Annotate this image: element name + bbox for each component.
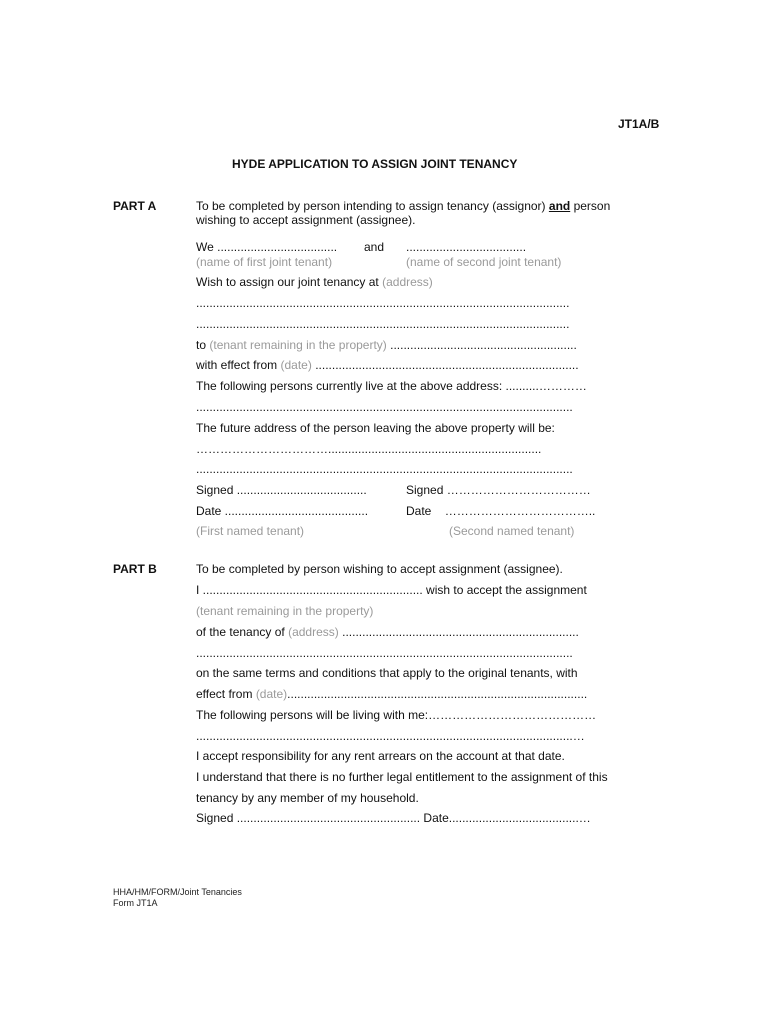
understand-text-2: tenancy by any member of my household.: [196, 791, 419, 805]
current-occupants-field[interactable]: .................................................................................................................: [196, 400, 573, 414]
address-field-line-2[interactable]: ................................................................................................................: [196, 317, 570, 331]
part-a-intro-and: and: [548, 199, 571, 213]
date-second-field[interactable]: [406, 504, 595, 518]
part-b-label: PART B: [113, 562, 157, 576]
first-tenant-hint: (name of first joint tenant): [196, 255, 333, 269]
signed-second-label: Signed: [406, 483, 444, 497]
part-a-intro-pre: To be completed by person intending to assign tenancy (assignor): [196, 199, 546, 213]
footer-line-2: Form JT1A: [113, 898, 158, 908]
address-hint-b: (address): [288, 625, 339, 639]
to-dots: ........................................................: [390, 338, 577, 352]
signed-second-field[interactable]: [406, 483, 591, 497]
wish-text: Wish to assign our joint tenancy at: [196, 275, 379, 289]
to-tenant-line[interactable]: [196, 338, 577, 352]
date-hint: (date): [280, 358, 312, 372]
future-address-field-2[interactable]: .................................................................................................................: [196, 462, 573, 476]
tenancy-dots: .......................................................................: [342, 625, 579, 639]
address-field-line-1[interactable]: ................................................................................................................: [196, 296, 570, 310]
date-hint-b: (date): [255, 687, 288, 701]
part-a-intro-line-1: [196, 199, 610, 213]
living-with-line[interactable]: The following persons will be living with me:……………………………………: [196, 708, 597, 722]
effect-date-line[interactable]: [196, 358, 579, 372]
to-label: to: [196, 338, 207, 352]
part-b-intro: To be completed by person wishing to accept assignment (assignee).: [196, 562, 563, 576]
signed-date-field-b[interactable]: Signed ....................................................... Date.......................................…: [196, 811, 591, 825]
effect-dots: ...............................................................................: [315, 358, 579, 372]
future-address-field-1[interactable]: ……………………………................................................................: [196, 442, 542, 456]
effect-label: with effect from: [196, 358, 278, 372]
tenant-remaining-hint: (tenant remaining in the property): [209, 338, 387, 352]
living-with-field[interactable]: .................................................................................................................…: [196, 729, 585, 743]
date-first-field[interactable]: Date ...........................................: [196, 504, 369, 518]
future-address-text: The future address of the person leaving the above property will be:: [196, 421, 555, 435]
second-tenant-field[interactable]: ....................................: [406, 240, 527, 254]
footer-line-1: HHA/HM/FORM/Joint Tenancies: [113, 887, 242, 897]
page-title: HYDE APPLICATION TO ASSIGN JOINT TENANCY: [232, 157, 518, 171]
part-a-intro-post: person: [573, 199, 611, 213]
current-occupants-line[interactable]: The following persons currently live at the above address: ..........…………: [196, 379, 587, 393]
second-named-tenant-hint: (Second named tenant): [449, 524, 575, 538]
understand-text-1: I understand that there is no further legal entitlement to the assignment of this: [196, 770, 608, 784]
effect-from-label: effect from: [196, 687, 253, 701]
tenancy-address-field[interactable]: [196, 625, 579, 639]
signed-second-dots: ………………………………: [446, 483, 591, 497]
part-a-label: PART A: [113, 199, 157, 213]
part-a-intro-line-2: wishing to accept assignment (assignee).: [196, 213, 416, 227]
tenancy-address-field-2[interactable]: .................................................................................................................: [196, 646, 573, 660]
same-terms-text: on the same terms and conditions that apply to the original tenants, with: [196, 666, 578, 680]
wish-to-assign-line: [196, 275, 433, 289]
and-label: and: [364, 240, 385, 254]
document-reference: JT1A/B: [618, 117, 660, 131]
accept-responsibility-text: I accept responsibility for any rent arrears on the account at that date.: [196, 749, 565, 763]
first-named-tenant-hint: (First named tenant): [196, 524, 305, 538]
date-second-dots: ………………………………..: [444, 504, 596, 518]
signed-first-field[interactable]: Signed .......................................: [196, 483, 367, 497]
effect-dots-b: ..........................................................................................: [287, 687, 588, 701]
tenant-remaining-hint-b: (tenant remaining in the property): [196, 604, 374, 618]
tenancy-of-label: of the tenancy of: [196, 625, 285, 639]
effect-date-field-b[interactable]: [196, 687, 587, 701]
we-first-tenant-field[interactable]: We ....................................: [196, 240, 338, 254]
address-hint: (address): [382, 275, 433, 289]
date-second-label: Date: [406, 504, 432, 518]
second-tenant-hint: (name of second joint tenant): [406, 255, 562, 269]
assignee-name-field[interactable]: I .................................................................. wish to accept the assignment: [196, 583, 587, 597]
